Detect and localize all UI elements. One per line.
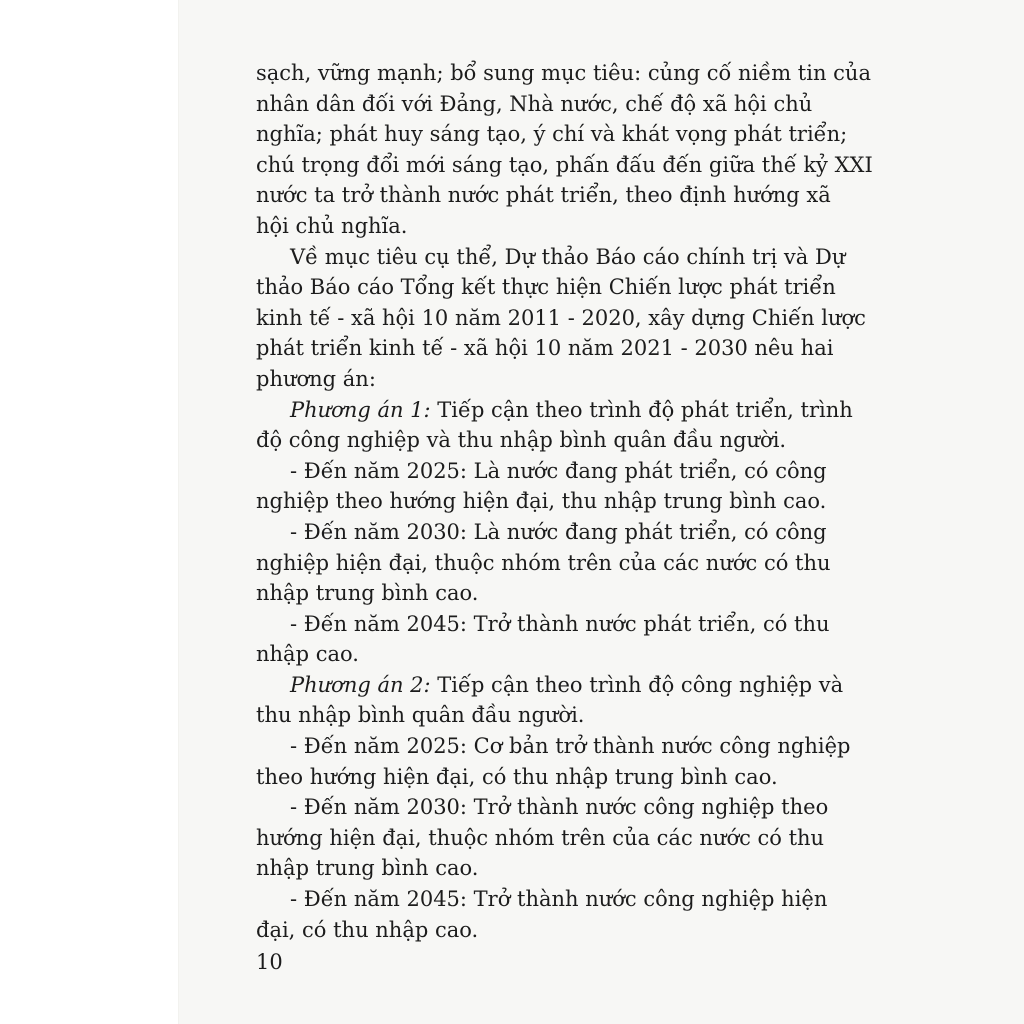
line-text: - Đến năm 2045: Trở thành nước công nghiệp hiện [290,887,828,912]
paragraph [256,242,866,395]
text-line [256,915,802,946]
line-text: nghiệp theo hướng hiện đại, thu nhập trung bình cao. [256,489,827,514]
text-line [256,639,802,670]
text-line [256,884,828,915]
text-line [256,823,825,854]
text-line [256,333,834,364]
text-line [256,670,844,701]
paragraph [256,609,830,670]
paragraph [256,792,829,884]
line-text: - Đến năm 2025: Là nước đang phát triển, có công [290,458,827,483]
text-line [256,792,829,823]
line-text: Tiếp cận theo trình độ phát triển, trình [430,397,853,422]
paragraph [256,670,844,731]
line-text: Tiếp cận theo trình độ công nghiệp và [430,672,844,697]
text-line [256,364,802,395]
line-text: phát triển kinh tế - xã hội 10 năm 2021 - 2030 nêu hai [256,336,834,361]
line-text: thảo Báo cáo Tổng kết thực hiện Chiến lược phát triển [256,275,836,300]
text-line [256,272,836,303]
paragraph [256,58,873,242]
line-text: theo hướng hiện đại, có thu nhập trung bình cao. [256,764,778,789]
line-text: nhập trung bình cao. [256,856,479,881]
line-text: nhập trung bình cao. [256,581,479,606]
line-text: nhân dân đối với Đảng, Nhà nước, chế độ xã hội chủ [256,91,813,116]
line-text: Về mục tiêu cụ thể, Dự thảo Báo cáo chính trị và Dự [290,244,846,269]
line-text: độ công nghiệp và thu nhập bình quân đầu người. [256,428,787,453]
line-text: - Đến năm 2030: Là nước đang phát triển, có công [290,519,827,544]
text-line [256,578,802,609]
paragraph [256,731,851,792]
text-line [256,548,831,579]
paragraph [256,456,827,517]
text-line [256,119,848,150]
text-line [256,150,873,181]
line-text: thu nhập bình quân đầu người. [256,703,585,728]
line-text: nghĩa; phát huy sáng tạo, ý chí và khát vọng phát triển; [256,122,848,147]
text-line [256,731,851,762]
text-line [256,211,802,242]
text-line [256,853,802,884]
text-line [256,517,827,548]
text-line [256,425,802,456]
paragraph [256,884,828,945]
text-line [256,303,866,334]
line-text: nước ta trở thành nước phát triển, theo định hướng xã [256,183,831,208]
text-line [256,486,827,517]
page-number: 10 [256,950,283,974]
line-text: nghiệp hiện đại, thuộc nhóm trên của các nước có thu [256,550,831,575]
option-label: Phương án 1: [290,397,431,422]
text-line [256,242,846,273]
line-text: hội chủ nghĩa. [256,213,408,238]
text-line [256,395,853,426]
line-text: - Đến năm 2030: Trở thành nước công nghiệp theo [290,795,829,820]
line-text: kinh tế - xã hội 10 năm 2011 - 2020, xây dựng Chiến lược [256,305,866,330]
line-text: - Đến năm 2045: Trở thành nước phát triển, có thu [290,611,830,636]
paragraph [256,395,853,456]
option-label: Phương án 2: [290,672,431,697]
line-text: hướng hiện đại, thuộc nhóm trên của các nước có thu [256,825,825,850]
text-line [256,456,827,487]
text-line [256,700,802,731]
line-text: chú trọng đổi mới sáng tạo, phấn đấu đến giữa thế kỷ XXI [256,152,873,177]
body-text [256,58,873,945]
line-text: nhập cao. [256,642,359,667]
text-line [256,762,802,793]
text-line [256,89,813,120]
line-text: đại, có thu nhập cao. [256,917,479,942]
paragraph [256,517,831,609]
line-text: - Đến năm 2025: Cơ bản trở thành nước công nghiệp [290,734,851,759]
text-line [256,58,871,89]
line-text: sạch, vững mạnh; bổ sung mục tiêu: củng cố niềm tin của [256,61,871,85]
text-line [256,180,831,211]
text-line [256,609,830,640]
line-text: phương án: [256,366,376,391]
